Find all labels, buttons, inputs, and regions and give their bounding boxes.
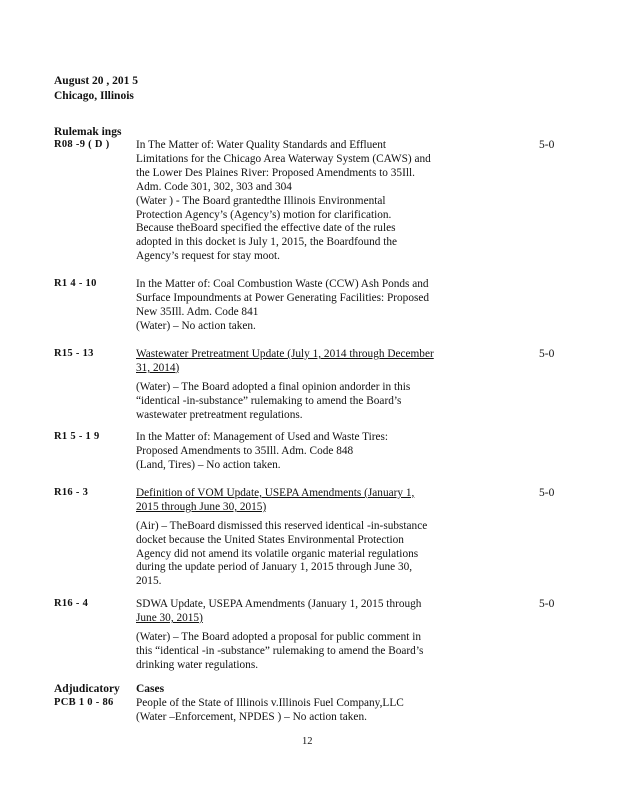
text-line: docket because the United States Environmental Protection	[136, 533, 404, 546]
entry-title: June 30, 2015)	[136, 611, 203, 624]
text-line: (Land, Tires) – No action taken.	[136, 458, 281, 471]
text-line: Surface Impoundments at Power Generating Facilities: Proposed	[136, 291, 430, 304]
entry-description	[136, 487, 454, 589]
text-line: (Air) – TheBoard dismissed this reserved identical -in-substance	[136, 519, 428, 532]
text-line: (Water) – The Board adopted a final opinion andorder in this	[136, 380, 411, 393]
text-line: this “identical -in -substance” rulemaking to amend the Board’s	[136, 644, 424, 657]
entry-description	[136, 598, 454, 672]
meeting-date: August 20 , 201 5	[54, 75, 139, 87]
text-line: (Water) – The Board adopted a proposal for public comment in	[136, 630, 421, 643]
text-line: adopted in this docket is July 1, 2015, the Boardfound the	[136, 236, 398, 249]
entry-description	[136, 139, 454, 264]
vote-result: 5-0	[539, 598, 555, 610]
meeting-city: Chicago, Illinois	[54, 90, 134, 102]
text-line: Proposed Amendments to 35Ill. Adm. Code 848	[136, 444, 354, 457]
entry-description	[136, 278, 454, 334]
vote-result: 5-0	[539, 348, 555, 360]
entry-description	[136, 348, 454, 422]
text-line: In the Matter of: Coal Combustion Waste (CCW) Ash Ponds and	[136, 278, 429, 290]
docket-number: R08 -9 ( D )	[54, 139, 110, 150]
entry-description	[136, 697, 454, 725]
text-line: (Water) – No action taken.	[136, 319, 256, 332]
section-heading-rulemakings: Rulemak ings	[54, 126, 122, 138]
text-line: People of the State of Illinois v.Illinois Fuel Company,LLC	[136, 697, 404, 709]
section-heading-adjudicatory: Adjudicatory	[54, 683, 120, 695]
docket-number: R16 - 4	[54, 598, 89, 609]
entry-title: 2015 through June 30, 2015)	[136, 500, 267, 513]
entry-description	[136, 431, 454, 473]
page-number: 12	[302, 736, 313, 747]
text-line: (Water ) - The Board grantedthe Illinois Environmental	[136, 194, 386, 207]
text-line: wastewater pretreatment regulations.	[136, 408, 303, 421]
entry-title: Wastewater Pretreatment Update (July 1, 2014 through December	[136, 348, 434, 360]
text-line: Protection Agency’s (Agency’s) motion for clarification.	[136, 208, 392, 221]
docket-number: R16 - 3	[54, 487, 89, 498]
text-line: In The Matter of: Water Quality Standards and Effluent	[136, 139, 387, 151]
vote-result: 5-0	[539, 139, 555, 151]
text-line: Agency did not amend its volatile organic material regulations	[136, 547, 419, 560]
text-line: In the Matter of: Management of Used and Waste Tires:	[136, 431, 389, 443]
text-line: drinking water regulations.	[136, 658, 259, 671]
docket-number: R15 - 13	[54, 348, 94, 359]
section-heading-cases: Cases	[136, 683, 165, 695]
text-line: SDWA Update, USEPA Amendments (January 1, 2015 through	[136, 598, 422, 610]
text-line: Agency’s request for stay moot.	[136, 250, 281, 263]
text-line: “identical -in-substance” rulemaking to amend the Board’s	[136, 394, 402, 407]
text-line: (Water –Enforcement, NPDES ) – No action taken.	[136, 710, 367, 723]
entry-title: Definition of VOM Update, USEPA Amendments (January 1,	[136, 487, 415, 499]
docket-number: R1 4 - 10	[54, 278, 97, 289]
text-line: during the update period of January 1, 2015 through June 30,	[136, 561, 413, 574]
docket-number: R1 5 - 1 9	[54, 431, 100, 442]
entry-title: 31, 2014)	[136, 361, 180, 374]
text-line: 2015.	[136, 575, 162, 588]
text-line: New 35Ill. Adm. Code 841	[136, 305, 259, 318]
docket-number: PCB 1 0 - 86	[54, 697, 114, 708]
vote-result: 5-0	[539, 487, 555, 499]
text-line: Because theBoard specified the effective date of the rules	[136, 222, 396, 235]
text-line: Limitations for the Chicago Area Waterway System (CAWS) and	[136, 152, 431, 165]
text-line: Adm. Code 301, 302, 303 and 304	[136, 180, 292, 193]
text-line: the Lower Des Plaines River: Proposed Amendments to 35Ill.	[136, 166, 415, 179]
